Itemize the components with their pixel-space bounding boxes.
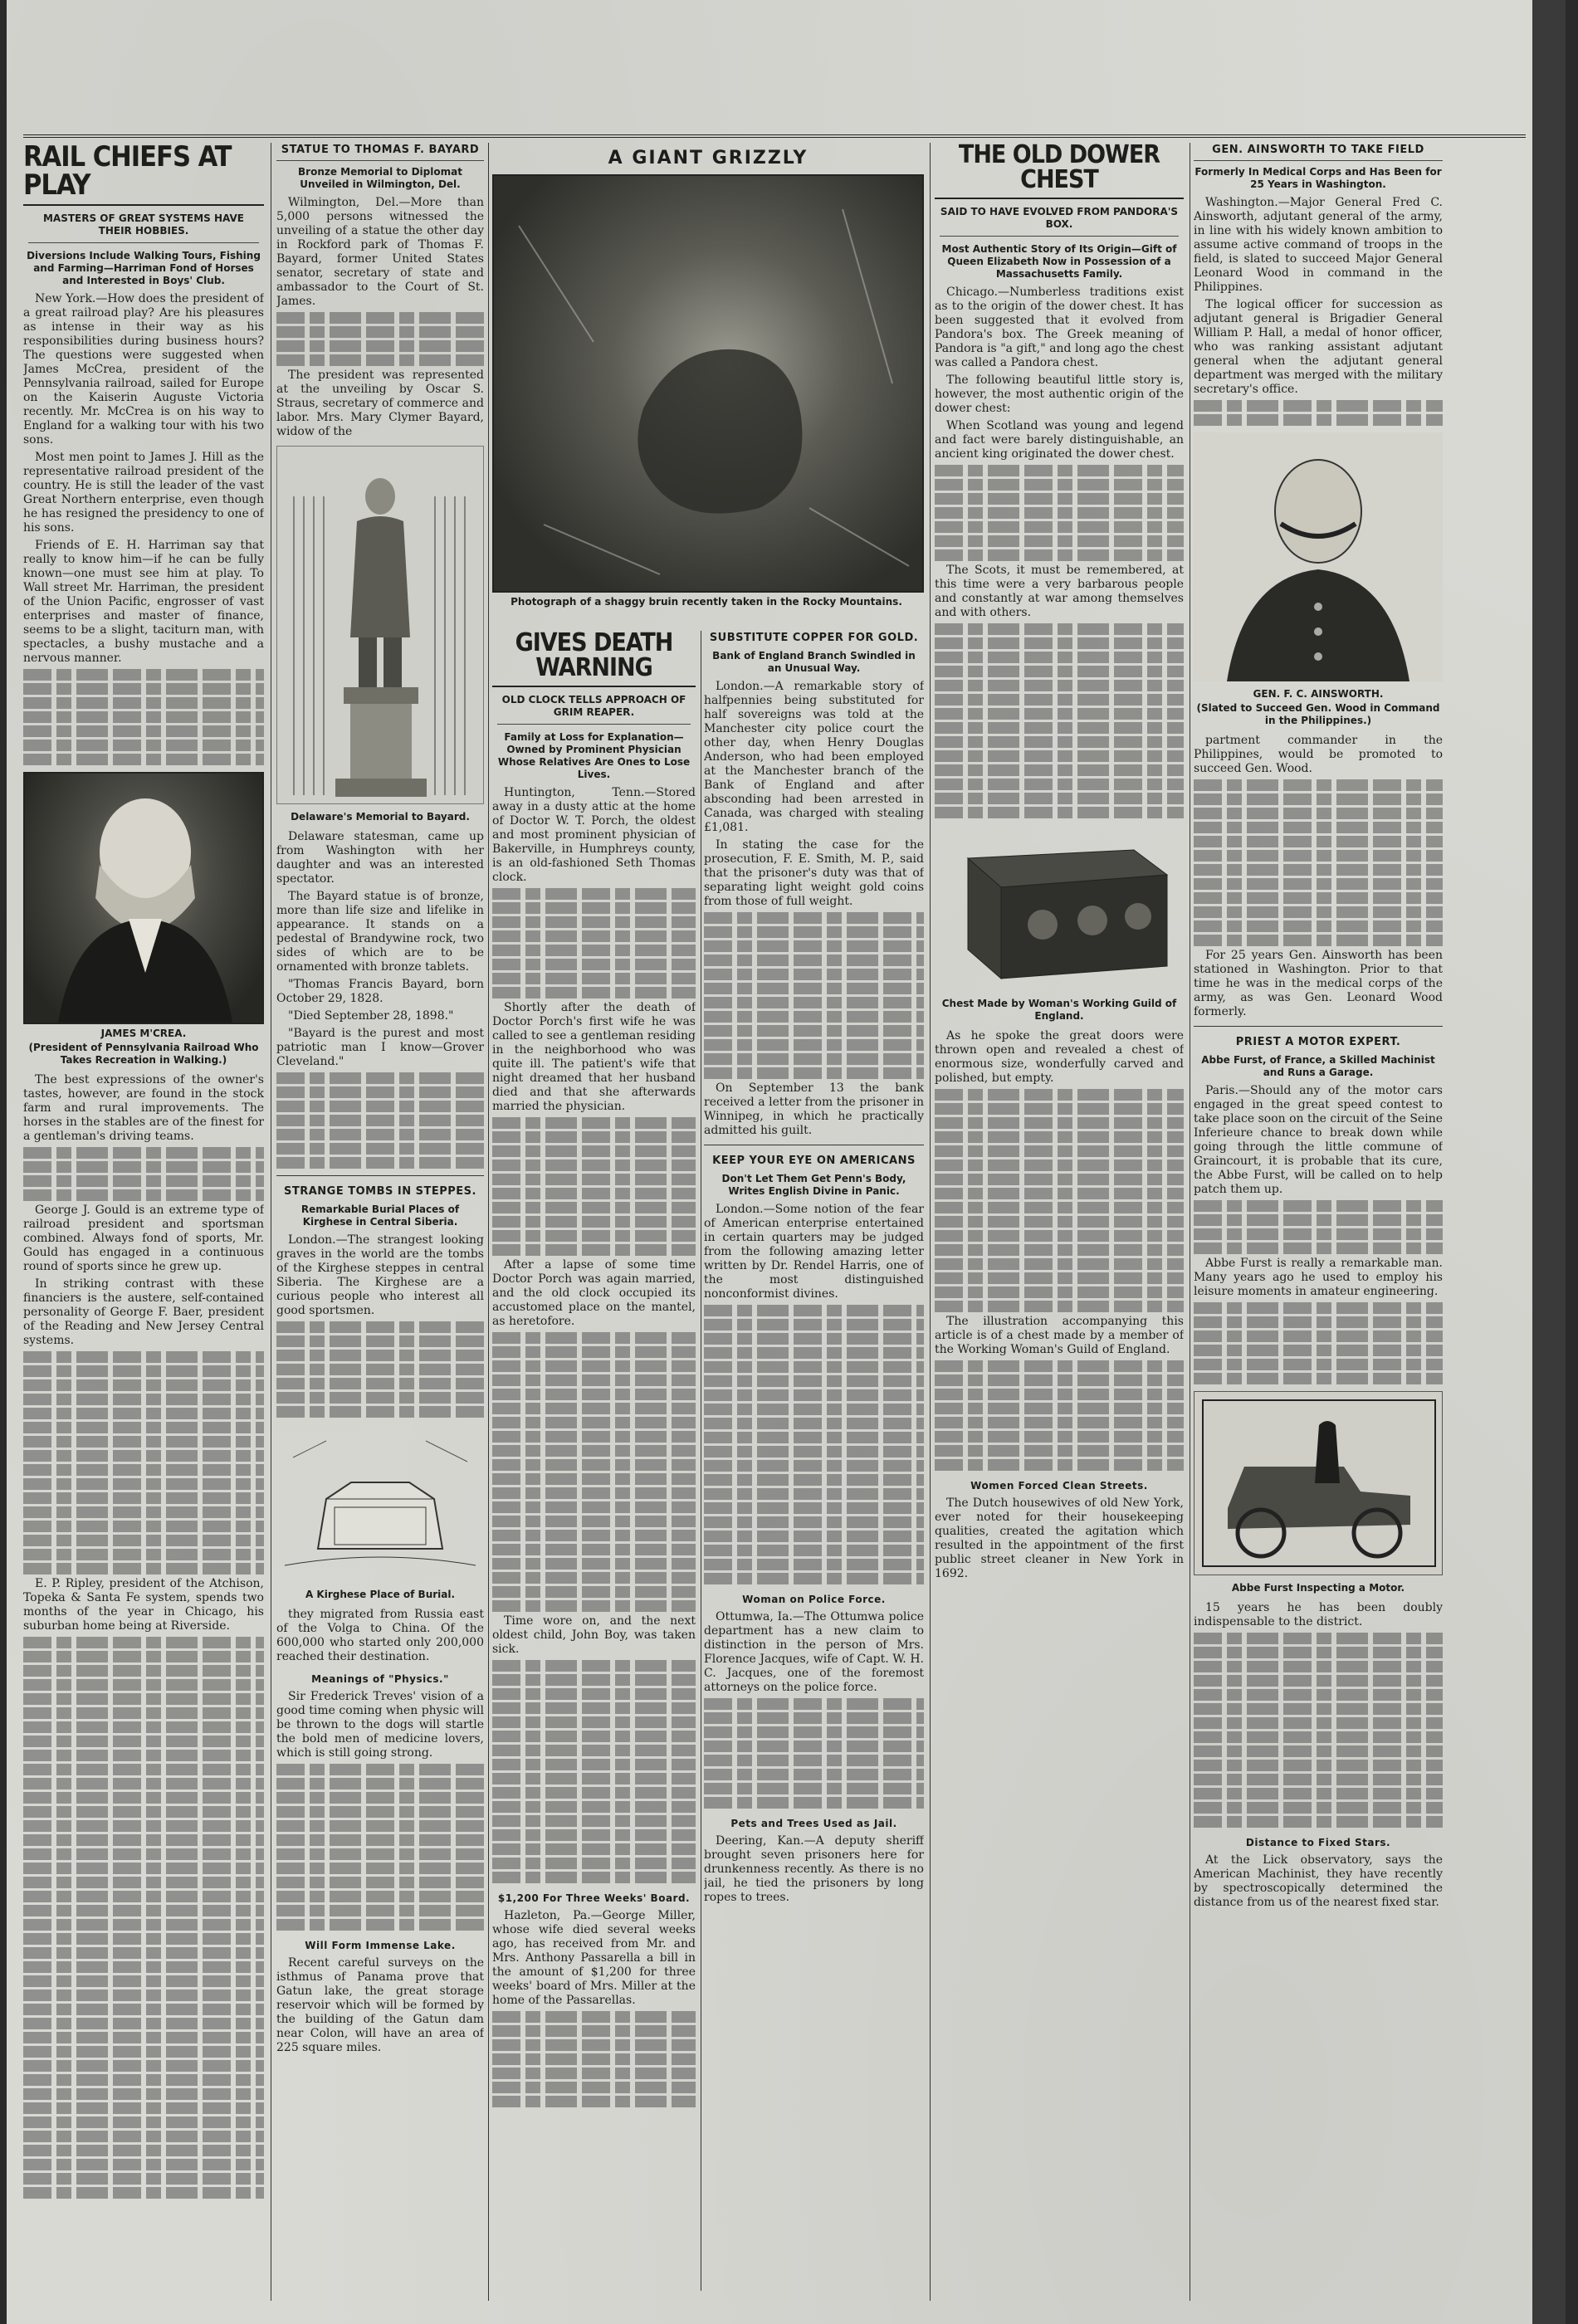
headline: Will Form Immense Lake. [305,1940,456,1951]
paragraph: Shortly after the death of Doctor Porch's first wife he was called to see a gentleman residing in the neighborhood who was quite ill. The patient's wife that night dreamed that her husband died and that she afterwards married the physician. [492,1001,696,1113]
photo-caption: Delaware's Memorial to Bayard. [291,811,470,823]
article-ainsworth [1194,143,1443,2301]
paragraph: As he spoke the great doors were thrown open and revealed a chest of enormous size, wonderfully carved and polished, but empty. [935,1029,1184,1085]
tomb-illustration [276,1424,484,1582]
paragraph: they migrated from Russia east of the Volga to China. Of the 600,000 who started only 200,000 reached their destination. [276,1608,484,1663]
deck: Abbe Furst, of France, a Skilled Machinist and Runs a Garage. [1201,1054,1435,1078]
tomb-drawing [276,1424,482,1582]
headline: $1,200 For Three Weeks' Board. [497,1892,691,1904]
illegible-text [23,1637,264,2199]
illegible-text [935,1089,1184,1312]
paragraph: When Scotland was young and legend and fact were barely distinguishable, an ancient king originated the dower chest. [935,419,1184,461]
paragraph: The president was represented at the unveiling by Oscar S. Straus, secretary of commerce and labor. Mrs. Mary Clymer Bayard, widow of the [276,369,484,438]
motor-drawing [1194,1392,1443,1575]
paragraph: London.—The strangest looking graves in the world are the tombs of the Kirghese steppes in central Siberia. The Kirghese are a curious people who interest all good sportsmen. [276,1233,484,1317]
subdeck: Most Authentic Story of Its Origin—Gift of Queen Elizabeth Now in Possession of a Massachusetts Family. [941,243,1177,280]
illegible-text [1194,400,1443,426]
statue-drawing [277,447,483,803]
statue-illustration [276,446,484,804]
paragraph: New York.—How does the president of a great railroad play? Are his pleasures as intense in their way as his responsibilities during business hours? The questions were suggested when James McCrea, president of the Pennsylvania railroad, sailed for Europe on the Kaiserin Auguste Victoria recently. Mr. McCrea is on his way to England for a walking tour with his two sons. [23,292,264,447]
paragraph: Time wore on, and the next oldest child, John Boy, was taken sick. [492,1614,696,1656]
bear-silhouette [494,176,922,591]
chest-drawing [935,825,1184,991]
header-rule [23,134,1526,138]
paragraph: Washington.—Major General Fred C. Ainsworth, adjutant general of the army, in line with his widely known ambition to assume active command of troops in the field, is slated to succeed Major General Leonard Wood in command in the Philippines. [1194,196,1443,294]
grizzly-caption: Photograph of a shaggy bruin recently taken in the Rocky Mountains. [511,596,902,608]
paragraph: Sir Frederick Treves' vision of a good time coming when physic will be thrown to the dogs will startle the bold men of medicine lovers, which is still going strong. [276,1690,484,1760]
paragraph: Huntington, Tenn.—Stored away in a dusty attic at the home of Doctor W. T. Porch, the oldest and most prominent physician of Bakerville, in Humphreys county, is an old-fashioned Seth Thomas clock. [492,786,696,884]
paragraph: At the Lick observatory, says the American Machinist, they have recently by spectroscopically determined the distance from us of the nearest fixed star. [1194,1853,1443,1909]
headline: THE OLD DOWER CHEST [935,143,1184,199]
illegible-text [1194,779,1443,946]
illegible-text [492,1660,696,1883]
paragraph: Ottumwa, Ia.—The Ottumwa police department has a new claim to distinction in the person of Mrs. Florence Jacques, wife of Capt. W. H. C. Jacques, one of the foremost attorneys on the police force. [704,1610,924,1694]
photo-caption: Abbe Furst Inspecting a Motor. [1231,1582,1405,1594]
paragraph: The Bayard statue is of bronze, more than life size and lifelike in appearance. It stands on a pedestal of Brandywine rock, two sides of which are to be ornamented with bronze tablets. [276,890,484,974]
paragraph: London.—Some notion of the fear of American enterprise entertained in certain quarters may be judged from the following amazing letter written by Dr. Rendel Harris, one of the most distinguished nonconformist divines. [704,1203,924,1301]
headline: KEEP YOUR EYE ON AMERICANS [712,1155,916,1167]
illegible-text [492,1332,696,1612]
quote: "Thomas Francis Bayard, born October 29, 1828. [276,978,484,1005]
article-copper-gold [704,631,924,2291]
photo-caption: (President of Pennsylvania Railroad Who Takes Recreation in Walking.) [28,1042,259,1066]
paragraph: Hazleton, Pa.—George Miller, whose wife died several weeks ago, has received from Mr. and Mrs. Anthony Passarella a bill in the amount of $1,200 for three weeks' board of Mrs. Miller at the home of the Passarellas. [492,1909,696,2007]
headline: RAIL CHIEFS AT PLAY [23,143,264,206]
quote: "Bayard is the purest and most patriotic man I know—Grover Cleveland." [276,1027,484,1068]
deck: Don't Let Them Get Penn's Body, Writes English Divine in Panic. [721,1173,906,1197]
deck: Bank of England Branch Swindled in an Unusual Way. [712,650,916,674]
photo-caption: A Kirghese Place of Burial. [305,1589,456,1600]
chest-illustration [935,825,1184,991]
headline: PRIEST A MOTOR EXPERT. [1235,1036,1401,1048]
illegible-text [704,1305,924,1584]
paragraph: On September 13 the bank received a letter from the prisoner in Winnipeg, in which he practically admitted his guilt. [704,1081,924,1137]
paragraph: Most men point to James J. Hill as the representative railroad president of the country. He is still the leader of the vast Great Northern enterprise, even though he has resigned the presidency to one of his sons. [23,451,264,535]
subdeck: Family at Loss for Explanation—Owned by Prominent Physician Whose Relatives Are Ones to Lose Lives. [497,731,691,780]
paragraph: Wilmington, Del.—More than 5,000 persons witnessed the unveiling of a statue the other day in Rockford park of Thomas F. Bayard, former United States senator, secretary of state and ambassador to the Court of St. James. [276,196,484,308]
quote: "Died September 28, 1898." [288,1009,454,1023]
portrait-photo [23,772,264,1024]
illegible-text [1194,1200,1443,1254]
divider [1194,1026,1443,1027]
paragraph: Paris.—Should any of the motor cars engaged in the great speed contest to take place soon on the circuit of the Seine Inferieure chance to break down while going through the little commune of Graincourt, it is probable that its cure, the Abbe Furst, will be called on to help patch them up. [1194,1084,1443,1196]
photo-caption-name: JAMES M'CREA. [100,1028,187,1039]
paragraph: After a lapse of some time Doctor Porch was again married, and the old clock occupied its accustomed place on the mantel, as heretofore. [492,1258,696,1328]
paragraph: E. P. Ripley, president of the Atchison, Topeka & Santa Fe system, spends two months of the year in Chicago, his suburban home being at Riverside. [23,1577,264,1633]
illegible-text [276,1321,484,1418]
illegible-text [935,1360,1184,1471]
illegible-text [935,623,1184,818]
paragraph: George J. Gould is an extreme type of railroad president and sportsman combined. Always fond of sports, Mr. Gould has engaged in a continuous round of sports since he grew up. [23,1204,264,1273]
illegible-text [276,1072,484,1169]
illegible-text [492,1117,696,1256]
ainsworth-portrait [1194,432,1443,681]
deck: MASTERS OF GREAT SYSTEMS HAVE THEIR HOBBIES. [28,212,259,243]
photo-caption-name: GEN. F. C. AINSWORTH. [1253,688,1384,700]
deck: Formerly In Medical Corps and Has Been for 25 Years in Washington. [1194,166,1442,190]
headline: Women Forced Clean Streets. [970,1480,1148,1492]
column-rule [930,143,931,2301]
headline: GEN. AINSWORTH TO TAKE FIELD [1194,143,1443,161]
motor-illustration [1194,1391,1443,1575]
headline: Pets and Trees Used as Jail. [730,1818,897,1829]
deck: Bronze Memorial to Diplomat Unveiled in Wilmington, Del. [298,166,462,190]
column-rule [488,143,489,2301]
illegible-text [276,312,484,366]
illegible-text [1194,1302,1443,1384]
newspaper-page [7,0,1566,2324]
headline: STRANGE TOMBS IN STEPPES. [283,1185,476,1198]
deck: Remarkable Burial Places of Kirghese in Central Siberia. [300,1204,460,1228]
paragraph: Deering, Kan.—A deputy sheriff brought seven prisoners here for drunkenness recently. As there is no jail, he tied the prisoners by long ropes to trees. [704,1834,924,1904]
deck: OLD CLOCK TELLS APPROACH OF GRIM REAPER. [497,694,691,725]
grizzly-photo [492,174,924,593]
article-death-warning [492,631,696,2291]
paragraph: Abbe Furst is really a remarkable man. Many years ago he used to employ his leisure moments in amateur engineering. [1194,1257,1443,1298]
article-dower-chest [935,143,1184,2301]
deck: SAID TO HAVE EVOLVED FROM PANDORA'S BOX. [940,206,1179,237]
paragraph: The logical officer for succession as adjutant general is Brigadier General William P. Hall, a medal of honor officer, who was ranking assistant adjutant general when the adjutant general department was merged with the military secretary's office. [1194,298,1443,396]
paragraph: London.—A remarkable story of halfpennies being substituted for half sovereigns was told at the Manchester city police court the other day, when Henry Douglas Anderson, who had been employed at the Manchester branch of the Bank of England and after absconding had been arrested in Canada, was charged with stealing £1,081. [704,680,924,834]
illegible-text [1194,1633,1443,1828]
paragraph: 15 years he has been doubly indispensable to the district. [1194,1601,1443,1628]
illegible-text [704,1698,924,1809]
headline: Meanings of "Physics." [311,1673,449,1685]
paragraph: The best expressions of the owner's tastes, however, are found in the stock farm and rural improvements. The horses in the stables are of the finest for a gentleman's driving teams. [23,1073,264,1143]
photo-caption: Chest Made by Woman's Working Guild of England. [941,998,1177,1022]
paragraph: Recent careful surveys on the isthmus of Panama prove that Gatun lake, the great storage reservoir which will be formed by the building of the Gatun dam near Colon, will have an area of 225 square miles. [276,1956,484,2054]
illegible-text [492,2011,696,2107]
headline: GIVES DEATH WARNING [492,631,696,687]
photo-caption: (Slated to Succeed Gen. Wood in Command in the Philippines.) [1196,702,1440,726]
paragraph: The Dutch housewives of old New York, ever noted for their housekeeping qualities, created the agitation which resulted in the appointment of the first public street cleaner in New York in 1692. [935,1496,1184,1580]
paragraph: partment commander in the Philippines, would be promoted to succeed Gen. Wood. [1194,734,1443,775]
illegible-text [23,669,264,765]
illegible-text [704,912,924,1079]
illegible-text [276,1764,484,1931]
illegible-text [23,1147,264,1201]
paragraph: Chicago.—Numberless traditions exist as to the origin of the dower chest. It has been suggested that it evolved from Pandora's box. The Greek meaning of Pandora is "a gift," and long ago the chest was called a Pandora chest. [935,286,1184,369]
paragraph: The following beautiful little story is, however, the most authentic origin of the dower chest: [935,374,1184,415]
page-edge [1532,0,1566,2324]
article-bayard-statue [276,143,484,2301]
headline: STATUE TO THOMAS F. BAYARD [276,143,484,161]
ainsworth-drawing [1194,432,1443,681]
subdeck: Diversions Include Walking Tours, Fishing and Farming—Harriman Fond of Horses and Interested in Boys' Club. [27,250,261,286]
illegible-text [935,465,1184,561]
paragraph: In stating the case for the prosecution, F. E. Smith, M. P., said that the prisoner's duty was that of separating light weight gold coins from those of full weight. [704,838,924,908]
headline: Distance to Fixed Stars. [1245,1837,1391,1848]
illegible-text [23,1351,264,1575]
illegible-text [492,888,696,998]
paragraph: The illustration accompanying this article is of a chest made by a member of the Working Woman's Guild of England. [935,1315,1184,1356]
portrait-illustration [25,774,264,1023]
paragraph: The Scots, it must be remembered, at this time were a very barbarous people and constantly at war among themselves and with others. [935,564,1184,619]
divider [276,1175,484,1176]
headline: SUBSTITUTE COPPER FOR GOLD. [709,632,919,644]
paragraph: In striking contrast with these financiers is the austere, self-contained personality of George F. Baer, president of the Reading and New Jersey Central systems. [23,1277,264,1347]
headline: Woman on Police Force. [742,1594,886,1605]
paragraph: For 25 years Gen. Ainsworth has been stationed in Washington. Prior to that time he was in the medical corps of the army, as was Gen. Leonard Wood formerly. [1194,949,1443,1018]
grizzly-title: A GIANT GRIZZLY [608,148,809,168]
paragraph: Delaware statesman, came up from Washington with her daughter and was an interested spectator. [276,830,484,886]
paragraph: Friends of E. H. Harriman say that really to know him—if he can be fully known—one must see him at play. To Wall street Mr. Harriman, the president of the Union Pacific, engrosser of vast enterprises and master of finance, seems to be a slight, taciturn man, with spectacles, a bushy mustache and a nervous manner. [23,539,264,665]
article-rail-chiefs [23,143,264,2301]
